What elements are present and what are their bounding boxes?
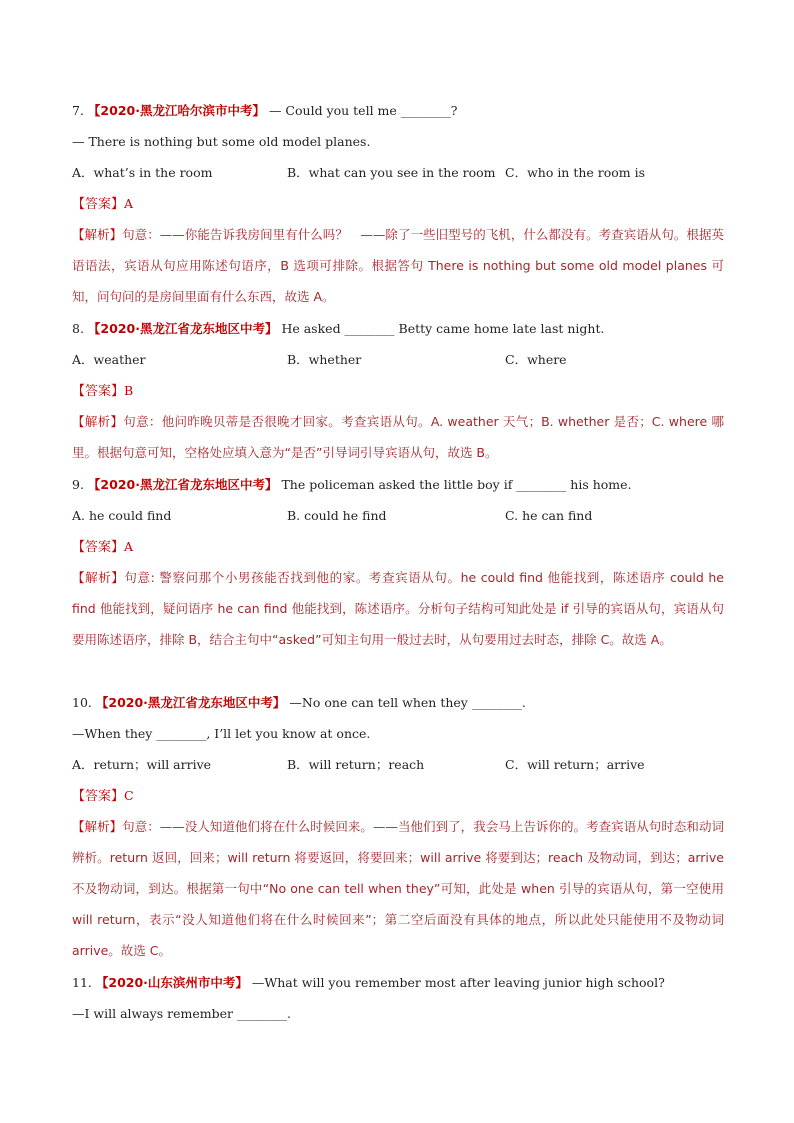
question-text: He asked ________ Betty came home late last night. (281, 321, 605, 336)
option-b: B. could he find (287, 508, 387, 523)
answer-9 (72, 531, 133, 563)
option-a: A．what’s in the room (72, 165, 213, 180)
question-text: —No one can tell when they ________. (289, 695, 526, 710)
explanation-8 (72, 406, 724, 468)
question-10-stem (72, 687, 526, 718)
question-number: 11. (72, 975, 92, 990)
explanation-label: 【解析】 (72, 570, 125, 585)
option-b: B．whether (287, 352, 362, 367)
answer-value: A (124, 539, 134, 554)
question-text: — Could you tell me ________? (268, 103, 458, 118)
question-7-reply: — There is nothing but some old model planes. (72, 134, 371, 149)
explanation-label: 【解析】 (72, 819, 123, 834)
option-a: A．weather (72, 352, 146, 367)
question-10-reply: —When they ________, I’ll let you know at once. (72, 726, 371, 741)
option-c: C．where (505, 352, 567, 367)
question-9-stem (72, 469, 632, 500)
question-text: The policeman asked the little boy if ________ his home. (281, 477, 632, 492)
question-7-stem (72, 95, 457, 126)
explanation-text: 句意：——你能告诉我房间里有什么吗？ ——除了一些旧型号的飞机，什么都没有。考查宾语从句。根据英语语法，宾语从句应用陈述句语序，B 选项可排除。根据答句 There is nothing but some old model planes 可知，问句问的是房间里面有什么东西，故选 A。 (72, 227, 724, 304)
explanation-9 (72, 562, 724, 655)
option-a: A．return；will arrive (72, 757, 212, 772)
option-b: B．will return；reach (287, 757, 425, 772)
answer-value: A (124, 196, 134, 211)
question-11-reply: —I will always remember ________. (72, 1006, 291, 1021)
option-a: A. he could find (72, 508, 172, 523)
question-text: —What will you remember most after leaving junior high school? (251, 975, 665, 990)
option-c: C．will return；arrive (505, 757, 645, 772)
explanation-text: 句意：——没人知道他们将在什么时候回来。——当他们到了，我会马上告诉你的。考查宾语从句时态和动词辨析。return 返回，回来；will return 将要返回，将要回来；will arrive 将要到达；reach 及物动词，到达；arrive 不及物动词，到达。根据第一句中“No one can tell when they”可知，此处是 when 引导的宾语从句，第一空使用 will return，表示“没人知道他们将在什么时候回来”；第二空后面没有具体的地点，所以此处只能使用不及物动词 arrive。故选 C。 (72, 819, 724, 958)
answer-label: 【答案】 (72, 197, 125, 212)
question-number: 9. (72, 477, 84, 492)
answer-label: 【答案】 (72, 789, 125, 804)
option-b: B．what can you see in the room (287, 165, 496, 180)
explanation-text: 句意: 警察问那个小男孩能否找到他的家。考查宾语从句。he could find 他能找到，陈述语序 could he find 他能找到，疑问语序 he can find 他能找到，陈述语序。分析句子结构可知此处是 if 引导的宾语从句，宾语从句要用陈述语序，排除 B，结合主句中“asked”可知主句用一般过去时，从句要用过去时态，排除 C。故选 A。 (72, 570, 724, 647)
explanation-7 (72, 219, 724, 312)
question-source: 【2020·黑龙江省龙东地区中考】 (95, 695, 286, 710)
question-number: 8. (72, 321, 84, 336)
answer-value: C (124, 788, 134, 803)
question-source: 【2020·黑龙江省龙东地区中考】 (87, 321, 278, 336)
explanation-label: 【解析】 (72, 414, 124, 429)
question-11-stem (72, 967, 665, 998)
explanation-label: 【解析】 (72, 227, 123, 242)
explanation-10 (72, 811, 724, 966)
question-source: 【2020·黑龙江哈尔滨市中考】 (87, 103, 265, 118)
question-source: 【2020·黑龙江省龙东地区中考】 (87, 477, 278, 492)
answer-7 (72, 188, 133, 220)
option-c: C．who in the room is (505, 165, 646, 180)
answer-10 (72, 780, 134, 812)
question-source: 【2020·山东滨州市中考】 (95, 975, 248, 990)
question-8-stem (72, 313, 604, 344)
answer-8 (72, 375, 133, 407)
option-c: C. he can find (505, 508, 593, 523)
answer-value: B (124, 383, 134, 398)
question-number: 10. (72, 695, 92, 710)
answer-label: 【答案】 (72, 384, 125, 399)
question-number: 7. (72, 103, 84, 118)
explanation-text: 句意：他问昨晚贝蒂是否很晚才回家。考查宾语从句。A. weather 天气；B. whether 是否；C. where 哪里。根据句意可知，空格处应填入意为“是否”引导词引导宾语从句，故选 B。 (72, 414, 724, 460)
answer-label: 【答案】 (72, 540, 125, 555)
